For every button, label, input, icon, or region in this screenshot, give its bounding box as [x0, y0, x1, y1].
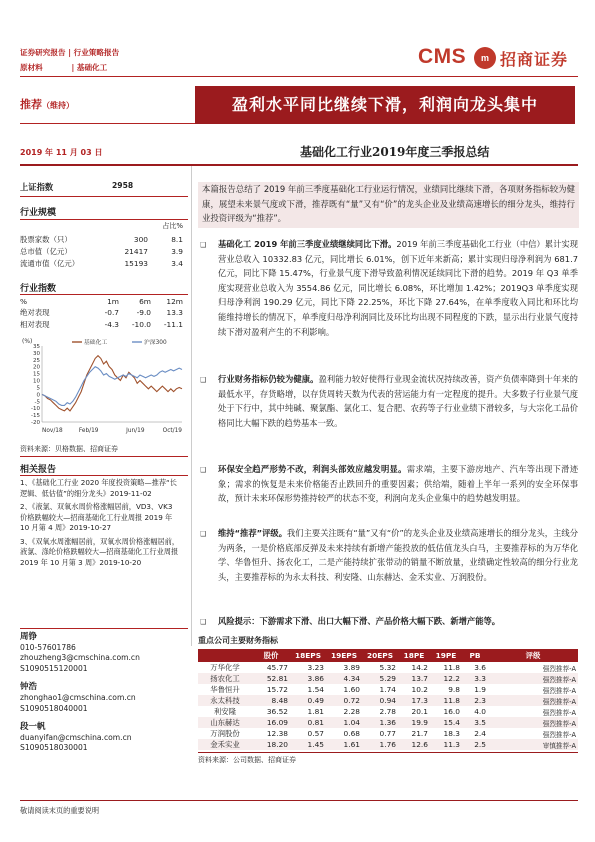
metric-cell: 9.8: [430, 684, 462, 695]
footer-note: 敬请阅读末页的重要说明: [20, 806, 100, 815]
metric-cell: 12.38: [252, 728, 290, 739]
rating-cell: 强烈推荐-A: [488, 717, 578, 728]
rating: [20, 96, 74, 112]
bullet-body: 盈利能力较好使得行业现金流状况持续改善，资产负债率降到十年来的最低水平，存货略增，以存货周转天数为代表的营运能力有一定程度的提升。大多数子行业景气度处于下行中，其中纯碱、聚氯酯、氯化工、复合肥、农药等子行业业绩下滑较多，与大宗化工品价格同比大幅下跌的趋势基本一致。: [218, 374, 578, 428]
index-divider: [20, 196, 188, 197]
report-subtitle: 基础化工行业2019年度三季报总结: [300, 145, 490, 159]
scale-pct: 8.1: [171, 234, 183, 244]
header-divider: [20, 76, 578, 77]
y-tick-label: 20: [33, 364, 40, 371]
index-header-12m: 12m: [166, 296, 183, 306]
bullet-head: 行业财务指标仍较为健康。: [218, 374, 319, 384]
analyst-name: 段一帆: [20, 722, 46, 733]
table-row: [198, 695, 578, 706]
company-name-cell: 利安隆: [198, 706, 252, 717]
y-axis-unit: (%): [22, 338, 33, 345]
y-tick-label: 35: [33, 344, 40, 350]
chart-source: 资料来源：贝格数据、招商证券: [20, 445, 118, 453]
company-name-cell: 万润股份: [198, 728, 252, 739]
bullet-body: 我们主要关注既有“量”又有“价”的龙头企业及业绩高速增长的细分龙头，主线分为两条，一是价格底部反弹及未来持续有新增产能投放的低估值龙头白马，主要推荐标的为万华化学、华鲁恒升、扬农化工，二是产能持续扩张带动的销量不断放量，业绩确定性较高的细分行业龙头，主要推荐标的为永太科技、利安隆、山东赫达、金禾实业、万润股份。: [218, 528, 578, 582]
table-row: [20, 233, 183, 245]
subtitle-divider: [20, 164, 578, 166]
table-row: [198, 728, 578, 739]
bullet-paragraph: [218, 237, 578, 339]
related-reports-title: 相关报告: [20, 465, 57, 475]
index-header-1m: 1m: [107, 296, 119, 306]
metric-cell: 0.72: [326, 695, 362, 706]
y-tick-label: -20: [31, 420, 40, 426]
metric-cell: 3.3: [462, 673, 488, 684]
table-row: [20, 296, 183, 306]
index-row: [20, 181, 188, 193]
index-value: 2958: [112, 181, 134, 190]
legend-label: 沪深300: [144, 340, 167, 346]
analyst-email: duanyifan@cmschina.com.cn: [20, 732, 132, 742]
y-tick-label: 15: [33, 371, 40, 378]
scale-value: 21417: [124, 246, 148, 256]
rating-cell: 强烈推荐-A: [488, 706, 578, 717]
table-row: [20, 318, 183, 330]
rating-cell: 强烈推荐-A: [488, 673, 578, 684]
metric-cell: 1.74: [362, 684, 398, 695]
metric-cell: 0.77: [362, 728, 398, 739]
metric-cell: 11.3: [430, 739, 462, 750]
bullet-icon: ❑: [200, 376, 207, 384]
metric-cell: 4.34: [326, 673, 362, 684]
table-row: [198, 673, 578, 684]
industry-index-divider: [20, 294, 188, 295]
metric-cell: 2.5: [462, 739, 488, 750]
industry-scale-table: [20, 233, 183, 269]
table-row: [20, 245, 183, 257]
bullet-head: 环保安全趋严形势不改，利润头部效应越发明显。: [218, 464, 407, 474]
index-label: 上证指数: [20, 182, 54, 192]
industry-index-title: 行业指数: [20, 284, 57, 294]
column-divider: [191, 166, 192, 646]
column-header: 20EPS: [362, 649, 398, 662]
scale-pct: 3.4: [171, 258, 183, 268]
column-header: 19EPS: [326, 649, 362, 662]
y-tick-label: -15: [31, 413, 40, 420]
analyst-name: 钟浩: [20, 682, 38, 693]
bullet-body: 2019 年前三季度基础化工行业（中信）累计实现营业总收入 10332.83 亿元，同比增长 6.01%，创下近年来新高；累计实现归母净利润为 681.7 亿元，同比下降 15.47%，行业景气度下滑导致盈利情况延续同比下滑的趋势。2019 年 Q3 单季度实现营业总收入为 3554.86 亿元，同比增长 6.08%，环比增加 1.42%；2019Q3 单季度实现归母净利润 190.29 亿元，同比下降 22.25%，环比下降 27.64%，在单季度收入同比和环比均能维持增长的情况下，单季度归母净利润同比及环比均出现不同程度的下跌，显示出行业景气度持续下滑对盈利产生的不利影响。: [218, 239, 578, 337]
index-row-name: 绝对表现: [20, 307, 50, 317]
analyst-block: [20, 632, 188, 754]
company-table: [198, 649, 578, 750]
column-header: PB: [462, 649, 488, 662]
analyst-email: zhonghao1@cmschina.com.cn: [20, 692, 136, 702]
bullet-body: 需求端，主要下游房地产、汽车等出现下滑迹象；需求的恢复是未来价格能否止跌回升的重要因素；供给端，随着上半年一系列的安全环保事故，预计未来环保形势推持较严的状态不变，利润向龙头企业集中的趋势越发明显。: [218, 464, 578, 504]
index-value-6m: -10.0: [131, 319, 151, 329]
report-date: 2019 年 11 月 03 日: [20, 148, 103, 157]
rating-cell: 强烈推荐-A: [488, 662, 578, 673]
metric-cell: 1.45: [290, 739, 326, 750]
metric-cell: 5.29: [362, 673, 398, 684]
bullet-paragraph: [218, 372, 578, 430]
bullet-icon: ❑: [200, 241, 207, 249]
metric-cell: 15.4: [430, 717, 462, 728]
table-row: [198, 662, 578, 673]
company-name-cell: 华鲁恒升: [198, 684, 252, 695]
industry-scale-title: 行业规模: [20, 208, 57, 218]
metric-cell: 18.3: [430, 728, 462, 739]
metric-cell: 0.81: [290, 717, 326, 728]
column-header: 股价: [252, 649, 290, 662]
y-tick-label: 30: [33, 350, 40, 357]
metric-cell: 0.68: [326, 728, 362, 739]
related-report-item: 1、《基础化工行业 2020 年度投资策略—推荐“长逻辑、低估值”的细分龙头》2019-11-02: [20, 478, 177, 498]
analyst-phone: 010-57601786: [20, 642, 76, 652]
table-row: [198, 739, 578, 750]
x-tick-label: Oct/19: [162, 428, 182, 434]
footer-divider: [20, 800, 578, 801]
related-report-item: 2、《液氯、双氧水周价格涨幅居前，VD3、VK3 价格跌幅较大—招商基础化工行业周报 2019 年 10 月第 4 周》2019-10-27: [20, 502, 173, 532]
sector-label: [20, 62, 107, 73]
metric-cell: 1.04: [326, 717, 362, 728]
industry-index-table: [20, 296, 183, 330]
metric-cell: 1.81: [290, 706, 326, 717]
y-tick-label: 25: [33, 357, 40, 364]
y-tick-label: 5: [36, 385, 40, 392]
metric-cell: 0.57: [290, 728, 326, 739]
metric-cell: 12.6: [398, 739, 430, 750]
rating-note: （维持）: [42, 101, 74, 110]
scale-name: 总市值（亿元）: [20, 246, 72, 256]
rating-divider: [20, 123, 195, 124]
metric-cell: 4.0: [462, 706, 488, 717]
metric-cell: 16.09: [252, 717, 290, 728]
series-line: [42, 367, 182, 406]
company-name-cell: 万华化学: [198, 662, 252, 673]
metric-cell: 11.8: [430, 662, 462, 673]
logo-cn-text: 招商证券: [500, 50, 569, 69]
metric-cell: 10.2: [398, 684, 430, 695]
scale-value: 15193: [124, 258, 148, 268]
table-row: [198, 706, 578, 717]
index-value-12m: 13.3: [166, 307, 183, 317]
performance-chart: [20, 336, 190, 436]
related-divider: [20, 475, 188, 476]
rating-cell: 强烈推荐-A: [488, 728, 578, 739]
rating-cell: 强烈推荐-A: [488, 684, 578, 695]
index-header-unit: %: [20, 296, 28, 306]
metric-cell: 5.32: [362, 662, 398, 673]
y-tick-label: 0: [36, 392, 40, 399]
column-header: 18PE: [398, 649, 430, 662]
analyst-name: 周铮: [20, 632, 38, 642]
scale-divider: [20, 219, 188, 220]
bullet-icon: ❑: [200, 618, 207, 626]
metric-cell: 1.76: [362, 739, 398, 750]
bullet-icon: ❑: [200, 466, 207, 474]
logo-cms-text: CMS: [418, 45, 467, 68]
metric-cell: 0.49: [290, 695, 326, 706]
analyst-cert: S1090518030001: [20, 743, 88, 753]
scale-name: 流通市值（亿元）: [20, 258, 80, 268]
metric-cell: 2.3: [462, 695, 488, 706]
table-bottom-divider: [198, 752, 578, 753]
x-tick-label: Feb/19: [78, 428, 99, 434]
index-value-12m: -11.1: [163, 319, 183, 329]
y-tick-label: -5: [34, 399, 40, 406]
scale-unit-header: 占比%: [162, 222, 183, 230]
metric-cell: 3.89: [326, 662, 362, 673]
report-intro: 本篇报告总结了 2019 年前三季度基础化工行业运行情况，业绩同比继续下滑，各项财务指标较为健康，展望未来景气度或下滑，推荐既有“量”又有“价”的龙头企业及业绩高速增长的细分龙头，维持行业投资评级为“推荐”。: [198, 182, 579, 228]
metric-cell: 8.48: [252, 695, 290, 706]
metric-cell: 3.6: [462, 662, 488, 673]
logo-mark-icon: m: [474, 47, 496, 69]
index-value-1m: -0.7: [104, 307, 119, 317]
index-row-name: 相对表现: [20, 319, 50, 329]
table-row: [20, 257, 183, 269]
metric-cell: 1.9: [462, 684, 488, 695]
analyst-divider: [20, 628, 188, 629]
related-report-item: 3、《双氧水周涨幅居前，双氧水周价格涨幅居前，液氯、涤纶价格跌幅较大—招商基础化工行业周报 2019 年 10 月第 3 周》2019-10-20: [20, 536, 180, 567]
metric-cell: 1.36: [362, 717, 398, 728]
metric-cell: 19.9: [398, 717, 430, 728]
rating-cell: 审慎推荐-A: [488, 739, 578, 750]
bullet-head: 基础化工 2019 年前三季度业绩继续同比下滑。: [218, 239, 397, 249]
company-name-cell: 山东赫达: [198, 717, 252, 728]
report-type: 证券研究报告 | 行业策略报告: [20, 48, 120, 57]
metric-cell: 52.81: [252, 673, 290, 684]
rating-label: 推荐: [20, 98, 42, 111]
analyst-cert: S1090518040001: [20, 703, 88, 713]
metric-cell: 3.23: [290, 662, 326, 673]
y-tick-label: 10: [33, 378, 40, 385]
column-header: 19PE: [430, 649, 462, 662]
metric-cell: 14.2: [398, 662, 430, 673]
chart-divider: [20, 456, 188, 457]
metric-cell: 3.5: [462, 717, 488, 728]
index-value-6m: -9.0: [136, 307, 151, 317]
metric-cell: 21.7: [398, 728, 430, 739]
bullet-paragraph: [218, 614, 578, 629]
metric-cell: 2.28: [326, 706, 362, 717]
scale-name: 股票家数（只）: [20, 234, 72, 244]
metric-cell: 2.4: [462, 728, 488, 739]
column-header: [198, 649, 252, 662]
scale-value: 300: [133, 234, 148, 244]
column-header: 18EPS: [290, 649, 326, 662]
rating-cell: 强烈推荐-A: [488, 695, 578, 706]
metric-cell: 17.3: [398, 695, 430, 706]
scale-pct: 3.9: [171, 246, 183, 256]
table-row: [20, 306, 183, 318]
metric-cell: 1.61: [326, 739, 362, 750]
bullet-icon: ❑: [200, 530, 207, 538]
metric-cell: 18.20: [252, 739, 290, 750]
table-header-row: [198, 649, 578, 662]
metric-cell: 13.7: [398, 673, 430, 684]
metric-cell: 12.2: [430, 673, 462, 684]
metric-cell: 11.8: [430, 695, 462, 706]
column-header: 评级: [488, 649, 578, 662]
index-header-6m: 6m: [139, 296, 151, 306]
legend-label: 基础化工: [84, 340, 108, 346]
metric-cell: 3.86: [290, 673, 326, 684]
title-banner: 盈利水平同比继续下滑，利润向龙头集中: [195, 86, 575, 124]
sector-sub: | 基础化工: [71, 63, 108, 72]
metric-cell: 1.60: [326, 684, 362, 695]
metric-cell: 36.52: [252, 706, 290, 717]
metric-cell: 20.1: [398, 706, 430, 717]
bullet-head: 维持“推荐”评级。: [218, 528, 287, 538]
company-table-title: 重点公司主要财务指标: [198, 636, 278, 645]
x-tick-label: Jun/19: [126, 428, 145, 434]
bullet-head: 风险提示：下游需求下滑、出口大幅下滑、产品价格大幅下跌、新增产能等。: [218, 616, 501, 626]
bullet-paragraph: [218, 462, 578, 506]
table-row: [198, 717, 578, 728]
related-reports-list: [20, 478, 180, 568]
company-name-cell: 扬农化工: [198, 673, 252, 684]
y-tick-label: -10: [31, 406, 40, 413]
metric-cell: 15.72: [252, 684, 290, 695]
index-value-1m: -4.3: [104, 319, 119, 329]
metric-cell: 1.54: [290, 684, 326, 695]
metric-cell: 2.78: [362, 706, 398, 717]
metric-cell: 45.77: [252, 662, 290, 673]
bullet-paragraph: [218, 526, 578, 584]
metric-cell: 16.0: [430, 706, 462, 717]
analyst-email: zhouzheng3@cmschina.com.cn: [20, 653, 140, 663]
analyst-cert: S1090515120001: [20, 663, 88, 673]
table-row: [198, 684, 578, 695]
company-name-cell: 金禾实业: [198, 739, 252, 750]
series-line: [42, 356, 182, 411]
x-tick-label: Nov/18: [42, 428, 63, 434]
metric-cell: 0.94: [362, 695, 398, 706]
company-name-cell: 永太科技: [198, 695, 252, 706]
sector-main: 原材料: [20, 63, 43, 72]
company-table-source: 资料来源：公司数据、招商证券: [198, 756, 296, 764]
